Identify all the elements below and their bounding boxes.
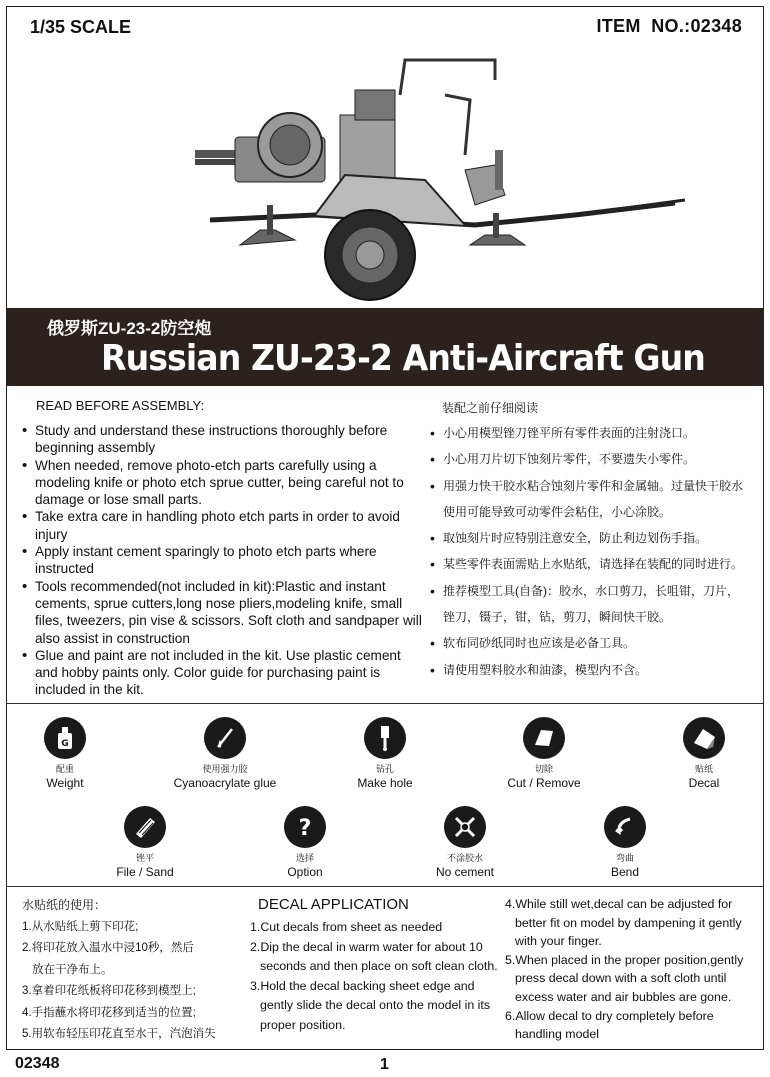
decal-title-en: DECAL APPLICATION — [258, 896, 409, 913]
list-item: • When needed, remove photo-etch parts carefully using a modeling knife or photo etch sprue cutter, being careful not to damage or lose small parts. — [22, 457, 422, 509]
svg-text:G: G — [61, 739, 69, 749]
symbol-no-cement: 不涂胶水 No cement — [395, 806, 535, 879]
read-before-title: READ BEFORE ASSEMBLY: — [36, 398, 205, 413]
decal-icon — [689, 723, 719, 753]
list-item: • Take extra care in handling photo etch parts in order to avoid injury — [22, 508, 422, 543]
question-icon — [290, 812, 320, 842]
decal-instructions-zh: 水贴纸的使用： 1.从水贴纸上剪下印花; 2.将印花放入温水中浸10秒，然后 放在干净布上。 3.拿着印花纸板将印花移到模型上; 4.手指蘸水将印花移到适当的位置; 5.用软布轻压印花直至水干，汽泡消失 — [22, 895, 252, 1046]
drill-icon — [370, 723, 400, 753]
svg-text:?: ? — [298, 816, 312, 841]
decal-instructions-en: 1.Cut decals from sheet as needed 2.Dip the decal in warm water for about 10 seconds and then place on soft clean cloth. 3.Hold the decal backing sheet edge and gently slide the decal onto the model in its proper position. — [250, 920, 498, 1032]
footer-item-number: 02348 — [15, 1055, 60, 1072]
list-item: • 用强力快干胶水粘合蚀刻片零件和金属轴。过量快干胶水使用可能导致可动零件会粘住，小心涂胶。 — [430, 473, 750, 526]
decal-instructions-en-continued: 4.While still wet,decal can be adjusted for better fit on model by dampening it gently with your finger. 5.When placed in the proper position,gently press decal down with a soft cloth until excess water and air bubbles are gone. 6.Allow decal to dry completely before handling model — [505, 897, 744, 1042]
gun-illustration — [195, 55, 695, 305]
divider — [7, 703, 763, 704]
list-item: • 小心用刀片切下蚀刻片零件，不要遗失小零件。 — [430, 446, 750, 472]
item-number: ITEM NO.:02348 — [596, 16, 742, 36]
weight-icon — [50, 723, 80, 753]
read-before-list-zh — [430, 420, 750, 683]
list-item: • Apply instant cement sparingly to photo etch parts where instructed — [22, 543, 422, 578]
list-item: • 取蚀刻片时应特别注意安全，防止利边划伤手指。 — [430, 525, 750, 551]
list-item: • Tools recommended(not included in kit):Plastic and instant cements, sprue cutters,long nose pliers,modeling knife, small files, tweezers, pin vise & scissors. Soft cloth and sandpaper will also assist in construction — [22, 578, 422, 647]
cut-icon — [529, 723, 559, 753]
file-icon — [130, 812, 160, 842]
bend-icon — [610, 812, 640, 842]
list-item: • 某些零件表面需贴上水贴纸，请选择在装配的同时进行。 — [430, 551, 750, 577]
read-before-title-zh: 装配之前仔细阅读 — [442, 401, 539, 415]
list-item: • 软布同砂纸同时也应该是必备工具。 — [430, 630, 750, 656]
glue-icon — [210, 723, 240, 753]
symbol-bend: 弯曲 Bend — [555, 806, 695, 879]
title-en: Russian ZU-23-2 Anti-Aircraft Gun — [101, 338, 705, 379]
decal-title-zh: 水贴纸的使用： — [22, 898, 107, 912]
no-cement-icon — [450, 812, 480, 842]
page-number: 1 — [380, 1056, 389, 1073]
symbol-cut: 切除 Cut / Remove — [474, 717, 614, 790]
divider — [7, 886, 763, 887]
read-before-list-en — [22, 422, 422, 699]
scale-label: 1/35 SCALE — [30, 17, 132, 37]
list-item: • 小心用模型锉刀锉平所有零件表面的注射浇口。 — [430, 420, 750, 446]
symbol-option: ? 选择 Option — [235, 806, 375, 879]
list-item: • Glue and paint are not included in the kit. Use plastic cement and hobby paints only. Color guide for purchasing paint is included in the kit. — [22, 647, 422, 699]
symbol-weight: G 配重 Weight — [0, 717, 135, 790]
symbol-file: 锉平 File / Sand — [75, 806, 215, 879]
list-item: • 推荐模型工具(自备)：胶水，水口剪刀，长咀钳，刀片，锉刀，镊子，钳，钻，剪刀，瞬间快干胶。 — [430, 578, 750, 631]
symbol-glue: 使用强力胶 Cyanoacrylate glue — [155, 717, 295, 790]
title-banner — [7, 308, 763, 386]
title-zh: 俄罗斯ZU-23-2防空炮 — [47, 319, 212, 338]
list-item: • 请使用塑料胶水和油漆，模型内不含。 — [430, 657, 750, 683]
list-item: • Study and understand these instructions thoroughly before beginning assembly — [22, 422, 422, 457]
symbol-drill: 钻孔 Make hole — [315, 717, 455, 790]
symbol-decal: 贴纸 Decal — [634, 717, 770, 790]
